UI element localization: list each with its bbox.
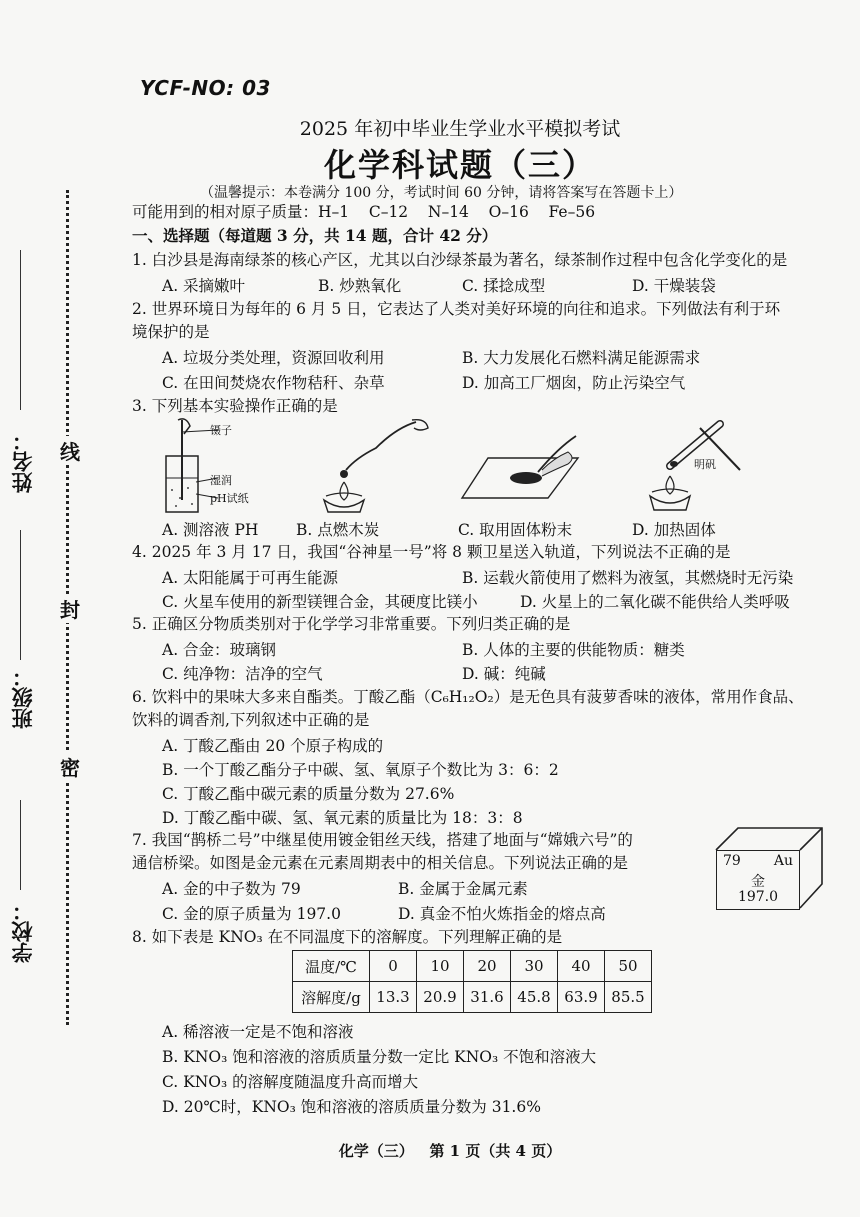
q2-option-a: A. 垃圾分类处理，资源回收利用: [162, 349, 385, 367]
q6-option-c: C. 丁酸乙酯中碳元素的质量分数为 27.6%: [162, 785, 455, 803]
q4-option-c: C. 火星车使用的新型镁锂合金，其硬度比镁小: [162, 593, 478, 611]
q3-option-b: B. 点燃木炭: [296, 521, 380, 539]
table-cell: 40: [558, 951, 605, 982]
label-ph-paper: pH试纸: [210, 492, 249, 505]
q1-option-a: A. 采摘嫩叶: [162, 277, 246, 295]
seal-char-mi: 密: [58, 752, 82, 781]
q2-option-c: C. 在田间焚烧农作物秸秆、杂草: [162, 374, 385, 392]
gold-atomic-number: 79: [723, 853, 741, 869]
school-label: 学校：: [10, 900, 35, 963]
q6-stem-line2: 饮料的调香剂,下列叙述中正确的是: [132, 711, 370, 729]
class-blank-line: [20, 530, 21, 660]
q3-option-a: A. 测溶液 PH: [162, 521, 259, 539]
table-head-solubility: 溶解度/g: [293, 982, 370, 1013]
label-tweezers: 镊子: [210, 424, 232, 437]
q6-formula: C₆H₁₂O₂: [430, 688, 494, 706]
table-cell: 13.3: [370, 982, 417, 1013]
q6-option-b: B. 一个丁酸乙酯分子中碳、氢、氧原子个数比为 3：6：2: [162, 761, 559, 779]
table-row-solubility: [293, 982, 652, 1013]
q2-option-b: B. 大力发展化石燃料满足能源需求: [462, 349, 701, 367]
table-cell: 30: [511, 951, 558, 982]
figure-c-powder: [458, 428, 588, 508]
gold-name: 金: [751, 874, 765, 890]
figure-b-charcoal: [316, 418, 436, 518]
gold-element-cell: [716, 850, 800, 910]
paper-code: YCF-NO: 03: [140, 76, 271, 100]
page-footer: 化学（三） 第 1 页（共 4 页）: [338, 1142, 562, 1160]
q3-stem: 3. 下列基本实验操作正确的是: [132, 397, 338, 415]
q6-option-d: D. 丁酸乙酯中碳、氢、氧元素的质量比为 18：3：8: [162, 809, 523, 827]
q7-stem-line1: 7. 我国“鹊桥二号”中继星使用镀金钼丝天线，搭建了地面与“嫦娥六号”的: [132, 831, 633, 849]
table-cell: 63.9: [558, 982, 605, 1013]
q6-option-a: A. 丁酸乙酯由 20 个原子构成的: [162, 737, 384, 755]
q7-option-c: C. 金的原子质量为 197.0: [162, 905, 341, 923]
section-heading: 一、选择题（每道题 3 分，共 14 题，合计 42 分）: [132, 226, 498, 245]
figure-d-heating: [630, 418, 750, 518]
q6-stem-post: ）是无色具有菠萝香味的液体，常用作食品、: [493, 688, 804, 706]
q5-option-a: A. 合金：玻璃钢: [162, 641, 277, 659]
q2-stem-line1: 2. 世界环境日为每年的 6 月 5 日，它表达了人类对美好环境的向往和追求。下列做法有利于环: [132, 300, 781, 318]
table-cell: 31.6: [464, 982, 511, 1013]
q5-option-b: B. 人体的主要的供能物质：糖类: [462, 641, 685, 659]
q5-option-d: D. 碱：纯碱: [462, 665, 546, 683]
name-blank-line: [20, 250, 21, 410]
q1-option-d: D. 干燥装袋: [632, 277, 716, 295]
q8-stem: 8. 如下表是 KNO₃ 在不同温度下的溶解度。下列理解正确的是: [132, 928, 563, 946]
table-cell: 20.9: [417, 982, 464, 1013]
atomic-masses: 可能用到的相对原子质量：H–1 C–12 N–14 O–16 Fe–56: [132, 203, 596, 221]
table-cell: 20: [464, 951, 511, 982]
seal-char-feng: 封: [58, 594, 82, 623]
q7-option-d: D. 真金不怕火炼指金的熔点高: [398, 905, 606, 923]
q6-stem-pre: 6. 饮料中的果味大多来自酯类。丁酸乙酯（: [132, 688, 431, 706]
seal-char-xian: 线: [58, 436, 82, 465]
q8-option-d: D. 20℃时，KNO₃ 饱和溶液的溶质质量分数为 31.6%: [162, 1098, 541, 1116]
q8-option-c: C. KNO₃ 的溶解度随温度升高而增大: [162, 1073, 419, 1091]
q4-option-a: A. 太阳能属于可再生能源: [162, 569, 339, 587]
q8-option-a: A. 稀溶液一定是不饱和溶液: [162, 1023, 354, 1041]
q5-stem: 5. 正确区分物质类别对于化学学习非常重要。下列归类正确的是: [132, 615, 571, 633]
q1-option-c: C. 揉捻成型: [462, 277, 546, 295]
q3-option-c: C. 取用固体粉末: [458, 521, 573, 539]
q5-option-c: C. 纯净物：洁净的空气: [162, 665, 323, 683]
q4-option-b: B. 运载火箭使用了燃料为液氢，其燃烧时无污染: [462, 569, 794, 587]
school-blank-line: [20, 800, 21, 890]
table-cell: 85.5: [605, 982, 652, 1013]
exam-tip: （温馨提示：本卷满分 100 分，考试时间 60 分钟，请将答案写在答题卡上）: [200, 185, 683, 201]
q7-option-b: B. 金属于金属元素: [398, 880, 528, 898]
name-label: 姓名：: [10, 430, 35, 493]
gold-symbol: Au: [773, 853, 793, 869]
q2-option-d: D. 加高工厂烟囱，防止污染空气: [462, 374, 686, 392]
label-alum: 明矾: [694, 458, 716, 471]
q7-option-a: A. 金的中子数为 79: [162, 880, 301, 898]
table-row-temperature: [293, 951, 652, 982]
table-cell: 45.8: [511, 982, 558, 1013]
q7-stem-line2: 通信桥梁。如图是金元素在元素周期表中的相关信息。下列说法正确的是: [132, 854, 629, 872]
q3-option-d: D. 加热固体: [632, 521, 716, 539]
table-cell: 50: [605, 951, 652, 982]
gold-atomic-mass: 197.0: [737, 889, 779, 905]
q1-stem: 1. 白沙县是海南绿茶的核心产区，尤其以白沙绿茶最为著名，绿茶制作过程中包含化学变化的是: [132, 251, 788, 269]
q2-stem-line2: 境保护的是: [132, 323, 210, 341]
exam-title: 2025 年初中毕业生学业水平模拟考试: [299, 118, 621, 140]
subject-title: 化学科试题（三）: [323, 146, 596, 184]
q4-option-d: D. 火星上的二氧化碳不能供给人类呼吸: [520, 593, 790, 611]
table-cell: 10: [417, 951, 464, 982]
solubility-table: [292, 950, 652, 1013]
q4-stem: 4. 2025 年 3 月 17 日，我国“谷神星一号”将 8 颗卫星送入轨道，下列说法不正确的是: [132, 543, 731, 561]
table-cell: 0: [370, 951, 417, 982]
q1-option-b: B. 炒熟氧化: [318, 277, 402, 295]
label-wet: 湿润: [210, 474, 232, 487]
q8-option-b: B. KNO₃ 饱和溶液的溶质质量分数一定比 KNO₃ 不饱和溶液大: [162, 1048, 597, 1066]
class-label: 班级：: [10, 666, 35, 729]
q6-stem-line1: [132, 686, 804, 708]
table-head-temperature: 温度/℃: [293, 951, 370, 982]
